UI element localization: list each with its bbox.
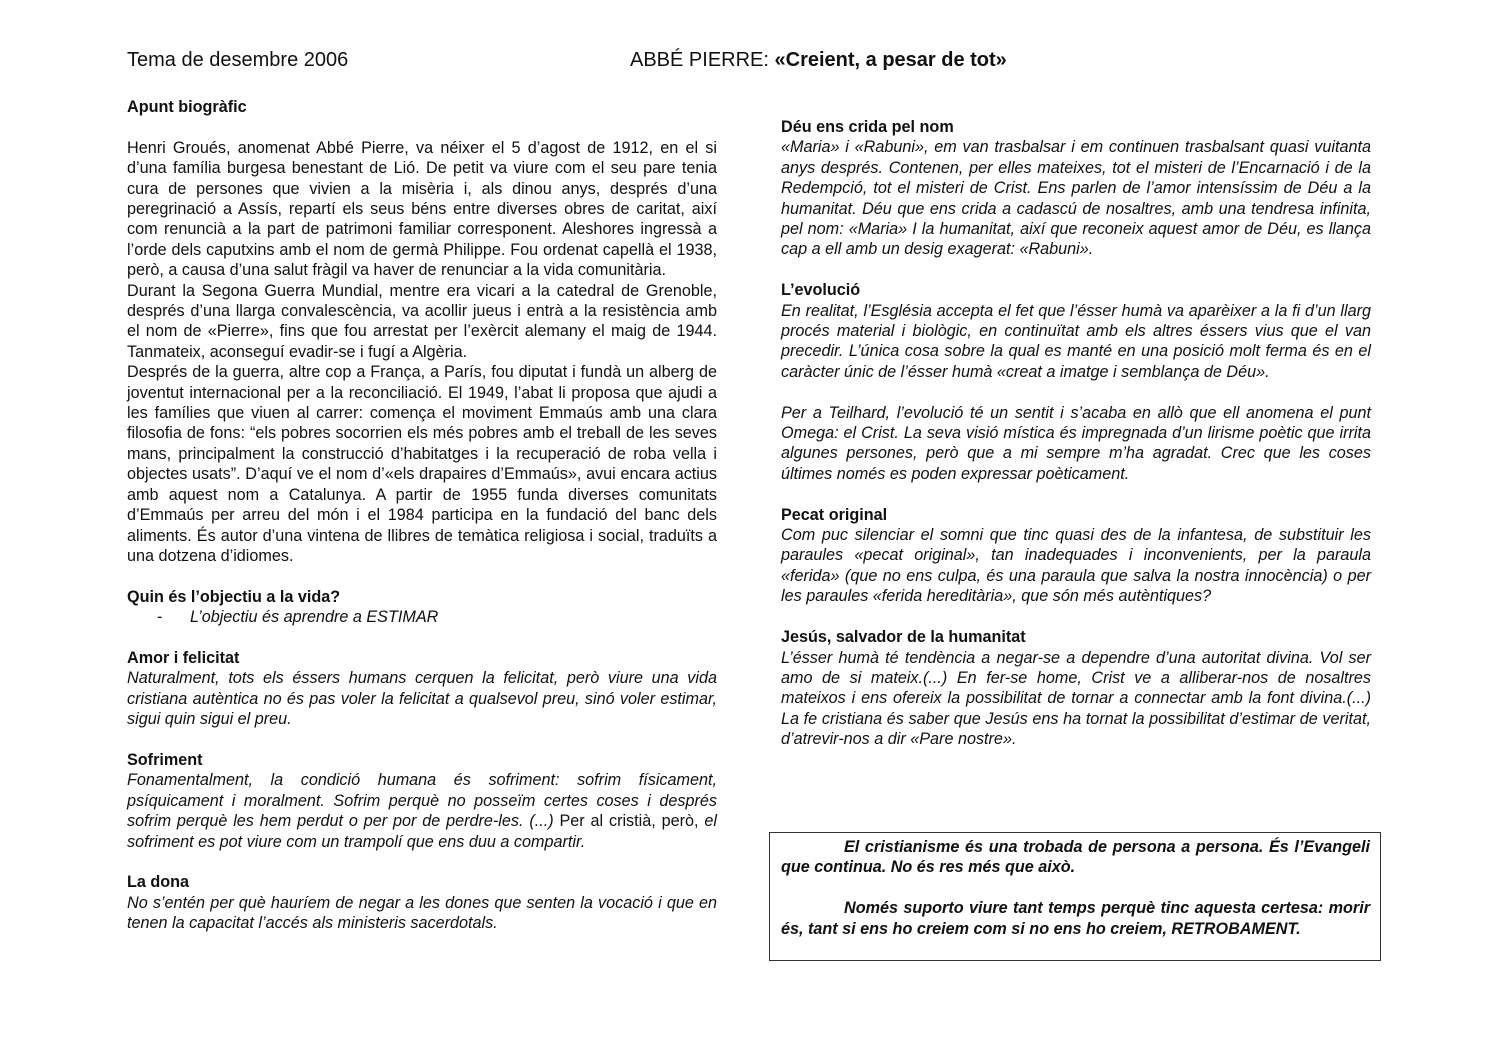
bullet-marker: - bbox=[157, 608, 163, 627]
section-heading-objectiu: Quin és l’objectiu a la vida? bbox=[127, 587, 341, 606]
bullet-text: L’objectiu és aprendre a ESTIMAR bbox=[190, 608, 439, 627]
dona-text: No s’entén per què hauríem de negar a les dones que senten la vocació i que en tenen la capacitat l’accés als ministeris sacerdotals. bbox=[127, 893, 717, 933]
section-heading-jesus: Jesús, salvador de la humanitat bbox=[781, 628, 1026, 647]
section-heading-deu: Déu ens crida pel nom bbox=[781, 118, 954, 136]
section-heading-bio: Apunt biogràfic bbox=[127, 98, 247, 116]
sofriment-text bbox=[127, 770, 717, 852]
right-column bbox=[781, 117, 1371, 750]
left-column bbox=[127, 97, 717, 934]
section-heading-dona: La dona bbox=[127, 873, 190, 892]
section-heading-evolucio: L’evolució bbox=[781, 281, 861, 300]
deu-text: «Maria» i «Rabuni», em van trasbalsar i em continuen trasbalsant quasi vuitanta anys després. Contenen, per elles mateixes, tot el misteri de l’Encarnació i de la Redempció, tot el misteri de Crist. Ens parlen de l’amor intensíssim de Déu a la humanitat. Déu que ens crida a cadascú de nosaltres, amb una tendresa infinita, pel nom: «Maria» I la humanitat, així que reconeix aquest amor de Déu, es llança cap a ell amb un desig exagerat: «Rabuni». bbox=[781, 138, 1371, 259]
bio-paragraph-1: Henri Groués, anomenat Abbé Pierre, va néixer el 5 d’agost de 1912, en el si d’una família burgesa benestant de Lió. De petit va viure com el seu pare tenia cura de persones que vivien a la misèria i, als dinou anys, després d’una peregrinació a Assís, repartí els seus béns entre diverses obres de caritat, així com renuncià a la part de patrimoni familiar corresponent. Aleshores ingressà a l’orde dels caputxins amb el nom de germà Philippe. Fou ordenat capellà el 1938, però, a causa d’una salut fràgil va haver de renunciar a la vida comunitària. bbox=[127, 138, 717, 280]
section-heading-pecat: Pecat original bbox=[781, 505, 888, 524]
evolucio-paragraph-2: Per a Teilhard, l’evolució té un sentit i s’acaba en allò que ell anomena el punt Omega: el Crist. La seva visió mística és impregnada d’un lirisme poètic que irrita algunes persones, però que a mi sempre m’ha agradat. Crec que les coses últimes només es poden expressar poèticament. bbox=[781, 403, 1371, 483]
bio-paragraph-2: Durant la Segona Guerra Mundial, mentre era vicari a la catedral de Grenoble, després d’una llarga convalescència, va acollir jueus i entrà a la resistència amb el nom de «Pierre», fins que fou arrestat per l’exèrcit alemany el maig de 1944. Tanmateix, aconseguí evadir-se i fugí a Algèria. bbox=[127, 281, 717, 361]
title-prefix: ABBÉ PIERRE: bbox=[630, 49, 775, 71]
evolucio-paragraph-1: En realitat, l’Església accepta el fet que l’ésser humà va aparèixer a la fi d’un llarg procés material i biològic, en continuïtat amb els altres éssers vius que el van precedir. L’única cosa sobre la qual es manté en una posició molt ferma és en el caràcter únic de l’ésser humà «creat a imatge i semblança de Déu». bbox=[781, 301, 1371, 381]
quote-paragraph-1: El cristianisme és una trobada de persona a persona. És l’Evangeli que continua. No és res més que això. bbox=[781, 838, 1370, 877]
jesus-text: L’ésser humà té tendència a negar-se a dependre d’una autoritat divina. Vol ser amo de si mateix.(...) En fer-se home, Crist ve a alliberar-nos de nosaltres mateixos i ens ofereix la possibilitat de tornar a connectar amb la font divina.(...) La fe cristiana és saber que Jesús ens ha tornat la possibilitat d’estimar de veritat, d’atrevir-nos a dir «Pare nostre». bbox=[781, 648, 1371, 749]
section-heading-amor: Amor i felicitat bbox=[127, 648, 240, 667]
page-header-date: Tema de desembre 2006 bbox=[127, 49, 349, 71]
sofriment-italic-2: el sofriment es pot viure com un trampolí que ens duu a compartir. bbox=[127, 812, 717, 851]
amor-text: Naturalment, tots els éssers humans cerquen la felicitat, però viure una vida cristiana autèntica no és pas voler la felicitat a qualsevol preu, sinó voler estimar, sigui quin sigui el preu. bbox=[127, 669, 717, 729]
page-title bbox=[630, 48, 1007, 72]
sofriment-italic-1: Fonamentalment, la condició humana és sofriment: sofrim físicament, psíquicament i moralment. Sofrim perquè no posseïm certes coses i després sofrim perquè les hem perdut o per por de perdre-les. (...) bbox=[127, 771, 717, 831]
sofriment-plain: Per al cristià, però, bbox=[553, 812, 705, 831]
bio-paragraph-3: Després de la guerra, altre cop a França, a París, fou diputat i fundà un alberg de joventut internacional per a la reconciliació. El 1949, l’abat li proposa que ajudi a les famílies que viuen al carrer: comença el moviment Emmaús amb una clara filosofia de fons: “els pobres socorrien els més pobres amb el treball de les seves mans, principalment la construcció d’habitatges i la recuperació de roba vella i objectes usats”. D’aquí ve el nom d’«els drapaires d’Emmaús», avui encara actius amb aquest nom a Catalunya. A partir de 1955 funda diverses comunitats d’Emmaús per arreu del món i el 1984 participa en la fundació del banc dels aliments. És autor d’una vintena de llibres de temàtica religiosa i social, traduïts a una dotzena d’idiomes. bbox=[127, 363, 717, 565]
quote-box bbox=[769, 832, 1381, 961]
section-heading-sofriment: Sofriment bbox=[127, 750, 203, 769]
pecat-text: Com puc silenciar el somni que tinc quasi des de la infantesa, de substituir les paraules «pecat original», tan inadequades i inconvenients, per la paraula «ferida» (que no ens culpa, és una paraula que salva la nostra innocència) o per les paraules «ferida hereditària», que són més autèntiques? bbox=[781, 526, 1371, 606]
bullet-item bbox=[127, 607, 717, 627]
title-quote: «Creient, a pesar de tot» bbox=[774, 49, 1007, 71]
quote-paragraph-2: Només suporto viure tant temps perquè tinc aquesta certesa: morir és, tant si ens ho creiem com si no ens ho creiem, RETROBAMENT. bbox=[781, 899, 1370, 938]
